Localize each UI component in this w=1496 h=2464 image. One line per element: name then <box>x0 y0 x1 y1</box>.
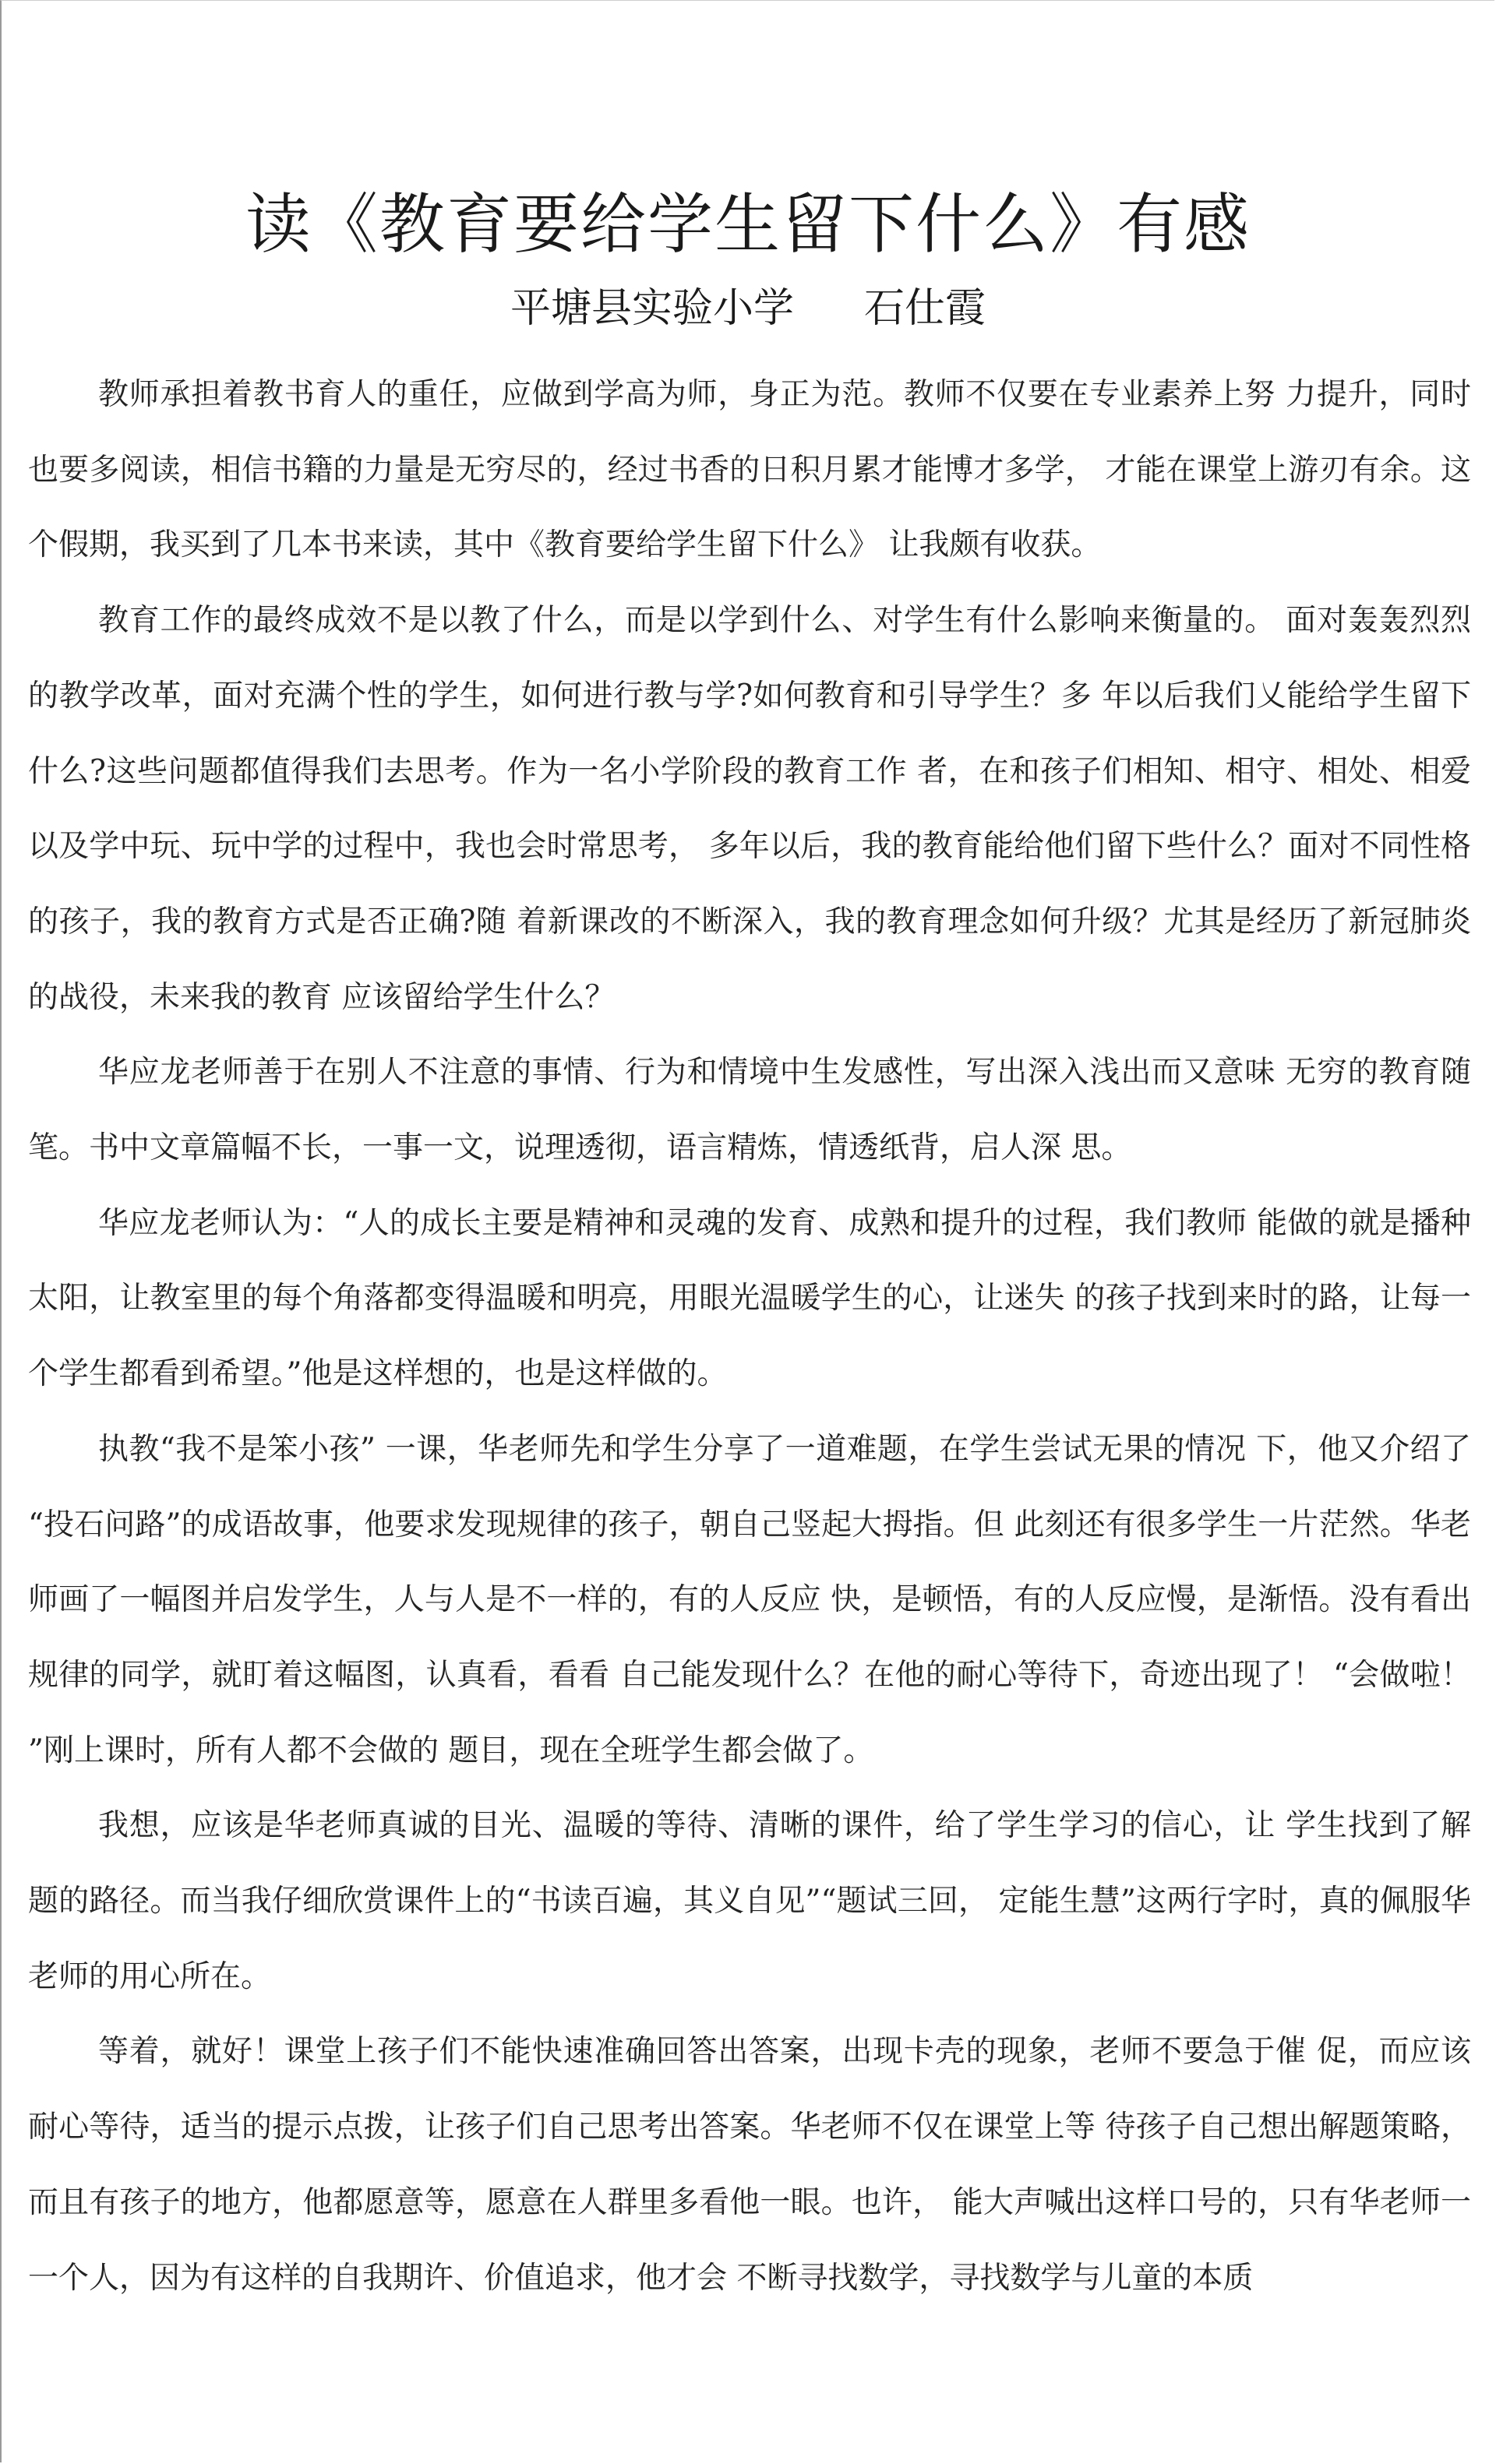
paragraph: 华应龙老师善于在别人不注意的事情、行为和情境中生发感性，写出深入浅出而又意味 无穷的教育随笔。书中文章篇幅不长，一事一文，说理透彻，语言精炼，情透纸背，启人深 思。 <box>28 1055 1471 1166</box>
byline <box>2 281 1494 336</box>
document-title: 读《教育要给学生留下什么》有感 <box>245 186 1251 263</box>
paragraph: 教育工作的最终成效不是以教了什么，而是以学到什么、对学生有什么影响来衡量的。 面对轰轰烈烈的教学改革，面对充满个性的学生，如何进行教与学?如何教育和引导学生？多 年以后我们乂能给学生留下什么?这些问题都值得我们去思考。作为一名小学阶段的教育工作 者，在和孩子们相知、相守、相处、相爱以及学中玩、玩中学的过程中，我也会时常思考， 多年以后，我的教育能给他们留下些什么？面对不同性格的孩子，我的教育方式是否正确?随 着新课改的不断深入，我的教育理念如何升级？尤其是经历了新冠肺炎的战役，未来我的教育 应该留给学生什么？ <box>28 603 1471 1015</box>
paragraph: 华应龙老师认为：“人的成长主要是精神和灵魂的发育、成熟和提升的过程，我们教师 能做的就是播种太阳，让教室里的每个角落都变得温暖和明亮，用眼光温暖学生的心，让迷失 的孩子找到来时的路，让每一个学生都看到希望。”他是这样想的，也是这样做的。 <box>28 1205 1471 1392</box>
paragraph: 教师承担着教书育人的重任，应做到学高为师，身正为范。教师不仅要在专业素养上努 力提升，同时也要多阅读，相信书籍的力量是无穷尽的，经过书香的日积月累才能博才多学， 才能在课堂上游刃有余。这个假期，我买到了几本书来读，其中《教育要给学生留下什么》 让我颇有收获。 <box>28 377 1471 563</box>
paragraph: 我想，应该是华老师真诚的目光、温暖的等待、清晰的课件，给了学生学习的信心，让 学生找到了解题的路径。而当我仔细欣赏课件上的“书读百遍，其义自见”“题试三回， 定能生慧”这两行字时，真的佩服华老师的用心所在。 <box>28 1808 1471 1994</box>
paragraph: 等着，就好！课堂上孩子们不能快速准确回答出答案，出现卡壳的现象，老师不要急于催 促，而应该耐心等待，适当的提示点拨，让孩子们自己思考出答案。华老师不仅在课堂上等 待孩子自己想出解题策略，而且有孩子的地方，他都愿意等，愿意在人群里多看他一眼。也许， 能大声喊出这样口号的，只有华老师一一个人，因为有这样的自我期许、价值追求，他才会 不断寻找数学，寻找数学与儿童的本质 <box>28 2034 1471 2296</box>
school-name: 平塘县实验小学 <box>510 285 794 332</box>
paragraph: 执教“我不是笨小孩” 一课，华老师先和学生分享了一道难题，在学生尝试无果的情况 下，他又介绍了 “投石问路”的成语故事，他要求发现规律的孩子，朝自己竖起大拇指。但 此刻还有很多学生一片茫然。华老师画了一幅图并启发学生，人与人是不一样的，有的人反应 快，是顿悟，有的人反应慢，是渐悟。没有看出规律的同学，就盯着这幅图，认真看，看看 自己能发现什么？在他的耐心等待下，奇迹出现了！ “会做啦！ ”刚上课时，所有人都不会做的 题目，现在全班学生都会做了。 <box>28 1431 1471 1768</box>
author-name: 石仕霞 <box>864 285 986 332</box>
article-body <box>28 358 1471 2316</box>
